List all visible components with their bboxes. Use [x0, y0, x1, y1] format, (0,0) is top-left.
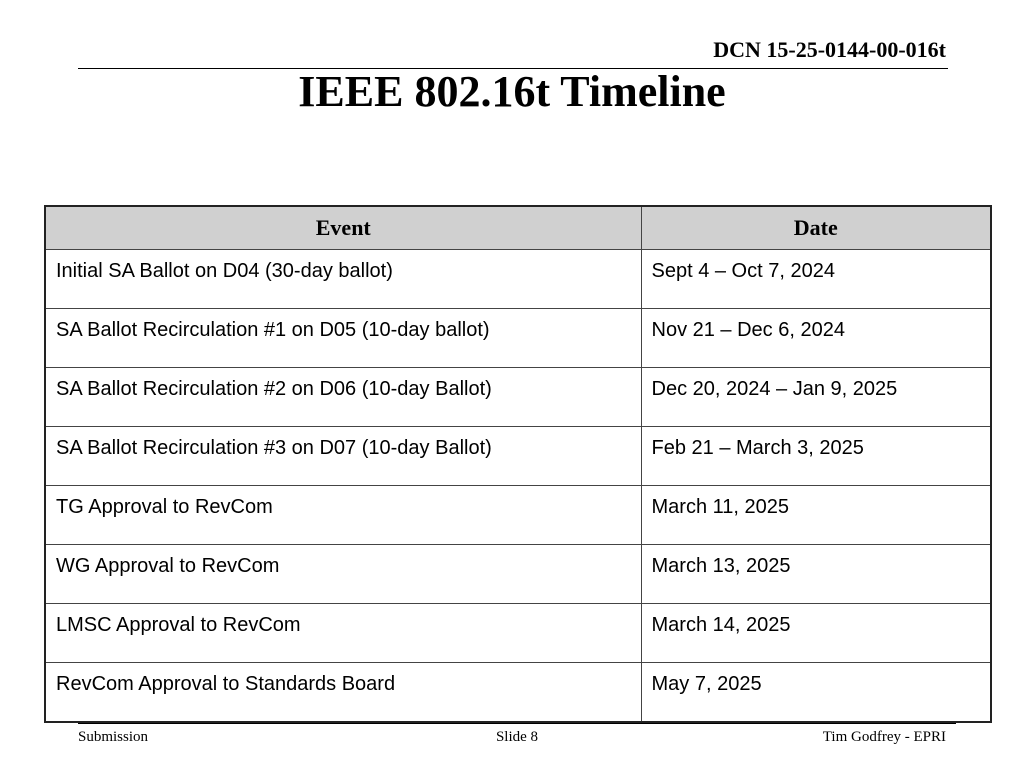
date-cell: March 14, 2025	[641, 604, 991, 663]
event-cell: Initial SA Ballot on D04 (30-day ballot)	[45, 250, 641, 309]
footer-submission: Submission	[78, 729, 149, 745]
event-cell: LMSC Approval to RevCom	[45, 604, 641, 663]
table-row	[45, 250, 991, 309]
timeline-table-container	[44, 205, 990, 723]
timeline-table	[44, 205, 992, 723]
table-row	[45, 427, 991, 486]
event-cell: SA Ballot Recirculation #2 on D06 (10-day Ballot)	[45, 368, 641, 427]
table-row	[45, 309, 991, 368]
page-title: IEEE 802.16t Timeline	[298, 67, 726, 116]
document-number: DCN 15-25-0144-00-016t	[713, 37, 946, 62]
date-cell: Feb 21 – March 3, 2025	[641, 427, 991, 486]
column-header-date: Date	[641, 206, 991, 250]
table-row	[45, 486, 991, 545]
event-cell: WG Approval to RevCom	[45, 545, 641, 604]
footer-divider	[78, 723, 956, 724]
table-row	[45, 663, 991, 723]
footer-author: Tim Godfrey - EPRI	[822, 729, 946, 745]
date-cell: March 11, 2025	[641, 486, 991, 545]
event-cell: RevCom Approval to Standards Board	[45, 663, 641, 723]
date-cell: Nov 21 – Dec 6, 2024	[641, 309, 991, 368]
date-cell: Dec 20, 2024 – Jan 9, 2025	[641, 368, 991, 427]
event-cell: TG Approval to RevCom	[45, 486, 641, 545]
column-header-event: Event	[45, 206, 641, 250]
table-row	[45, 368, 991, 427]
footer-slide-number: Slide 8	[495, 729, 539, 745]
date-cell: March 13, 2025	[641, 545, 991, 604]
table-header-row	[45, 206, 991, 250]
table-row	[45, 545, 991, 604]
table-row	[45, 604, 991, 663]
event-cell: SA Ballot Recirculation #1 on D05 (10-day ballot)	[45, 309, 641, 368]
date-cell: May 7, 2025	[641, 663, 991, 723]
event-cell: SA Ballot Recirculation #3 on D07 (10-day Ballot)	[45, 427, 641, 486]
date-cell: Sept 4 – Oct 7, 2024	[641, 250, 991, 309]
